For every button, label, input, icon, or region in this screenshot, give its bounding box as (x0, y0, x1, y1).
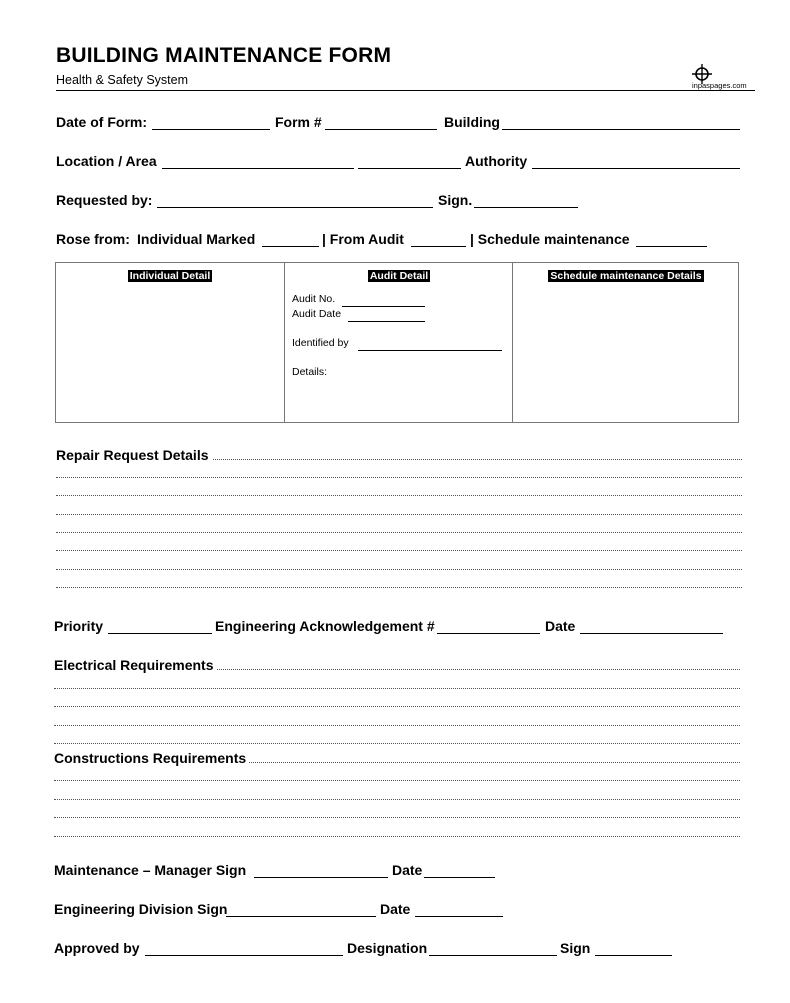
engineering-date-label: Date (380, 901, 411, 917)
form-number-field[interactable] (325, 129, 437, 130)
authority-field[interactable] (532, 168, 740, 169)
building-label: Building (444, 114, 500, 130)
individual-marked-label: Individual Marked (137, 231, 256, 247)
maintenance-manager-sign-field[interactable] (254, 877, 388, 878)
repair-request-line[interactable] (56, 569, 742, 570)
requested-by-field[interactable] (157, 207, 433, 208)
construction-line[interactable] (54, 836, 740, 837)
engineering-ack-field[interactable] (437, 633, 540, 634)
construction-line[interactable] (54, 817, 740, 818)
audit-date-label: Audit Date (292, 308, 342, 320)
header-divider (56, 90, 755, 91)
approved-by-label: Approved by (54, 940, 140, 956)
repair-request-label: Repair Request Details (56, 447, 213, 463)
engineering-ack-label: Engineering Acknowledgement # (215, 618, 435, 634)
identified-by-label: Identified by (292, 337, 349, 349)
location-area-label: Location / Area (56, 153, 157, 169)
repair-request-line[interactable] (56, 550, 742, 551)
date-of-form-label: Date of Form: (56, 114, 147, 130)
priority-field[interactable] (108, 633, 212, 634)
audit-no-field[interactable] (342, 306, 425, 307)
maintenance-manager-sign-label: Maintenance – Manager Sign (54, 862, 247, 878)
engineering-date-field[interactable] (415, 916, 503, 917)
construction-line[interactable] (54, 780, 740, 781)
schedule-maintenance-column[interactable] (512, 263, 739, 422)
location-area-field[interactable] (162, 168, 354, 169)
electrical-line[interactable] (54, 743, 740, 744)
location-area-field-2[interactable] (358, 168, 461, 169)
electrical-requirements-label: Electrical Requirements (54, 657, 214, 673)
audit-no-label: Audit No. (292, 293, 336, 305)
maintenance-date-label: Date (392, 862, 423, 878)
schedule-maintenance-label: | Schedule maintenance (470, 231, 630, 247)
electrical-line[interactable] (54, 706, 740, 707)
electrical-line[interactable] (54, 688, 740, 689)
sign-label: Sign. (438, 192, 473, 208)
repair-request-line[interactable] (56, 477, 742, 478)
electrical-line[interactable] (54, 725, 740, 726)
rose-from-label: Rose from: (56, 231, 130, 247)
schedule-maintenance-field[interactable] (636, 246, 707, 247)
date-of-form-field[interactable] (152, 129, 270, 130)
audit-detail-header: Audit Detail (369, 270, 429, 282)
construction-requirements-label: Constructions Requirements (54, 750, 247, 766)
designation-field[interactable] (429, 955, 557, 956)
designation-label: Designation (347, 940, 428, 956)
from-audit-label: | From Audit (322, 231, 404, 247)
requested-by-label: Requested by: (56, 192, 153, 208)
approved-sign-label: Sign (560, 940, 591, 956)
audit-detail-column (284, 263, 513, 422)
priority-date-label: Date (545, 618, 576, 634)
repair-request-line[interactable] (56, 495, 742, 496)
approved-sign-field[interactable] (595, 955, 672, 956)
details-label: Details: (292, 366, 328, 378)
repair-request-line[interactable] (56, 532, 742, 533)
details-table (55, 262, 739, 423)
repair-request-line[interactable] (56, 587, 742, 588)
schedule-maintenance-header: Schedule maintenance Details (550, 270, 702, 282)
construction-line[interactable] (54, 799, 740, 800)
priority-date-field[interactable] (580, 633, 723, 634)
identified-by-field[interactable] (358, 350, 502, 351)
building-field[interactable] (502, 129, 740, 130)
individual-detail-column[interactable] (56, 263, 284, 422)
maintenance-date-field[interactable] (424, 877, 495, 878)
engineering-division-sign-label: Engineering Division Sign (54, 901, 228, 917)
page-title: BUILDING MAINTENANCE FORM (56, 44, 392, 67)
from-audit-field[interactable] (411, 246, 466, 247)
individual-marked-field[interactable] (262, 246, 319, 247)
engineering-division-sign-field[interactable] (226, 916, 376, 917)
form-number-label: Form # (275, 114, 322, 130)
authority-label: Authority (465, 153, 528, 169)
individual-detail-header: Individual Detail (129, 270, 211, 282)
audit-date-field[interactable] (348, 321, 425, 322)
site-logo (690, 64, 756, 90)
page-subtitle: Health & Safety System (56, 73, 189, 87)
sign-field[interactable] (474, 207, 578, 208)
priority-label: Priority (54, 618, 104, 634)
approved-by-field[interactable] (145, 955, 343, 956)
repair-request-line[interactable] (56, 514, 742, 515)
logo-text: inpaspages.com (692, 81, 747, 90)
